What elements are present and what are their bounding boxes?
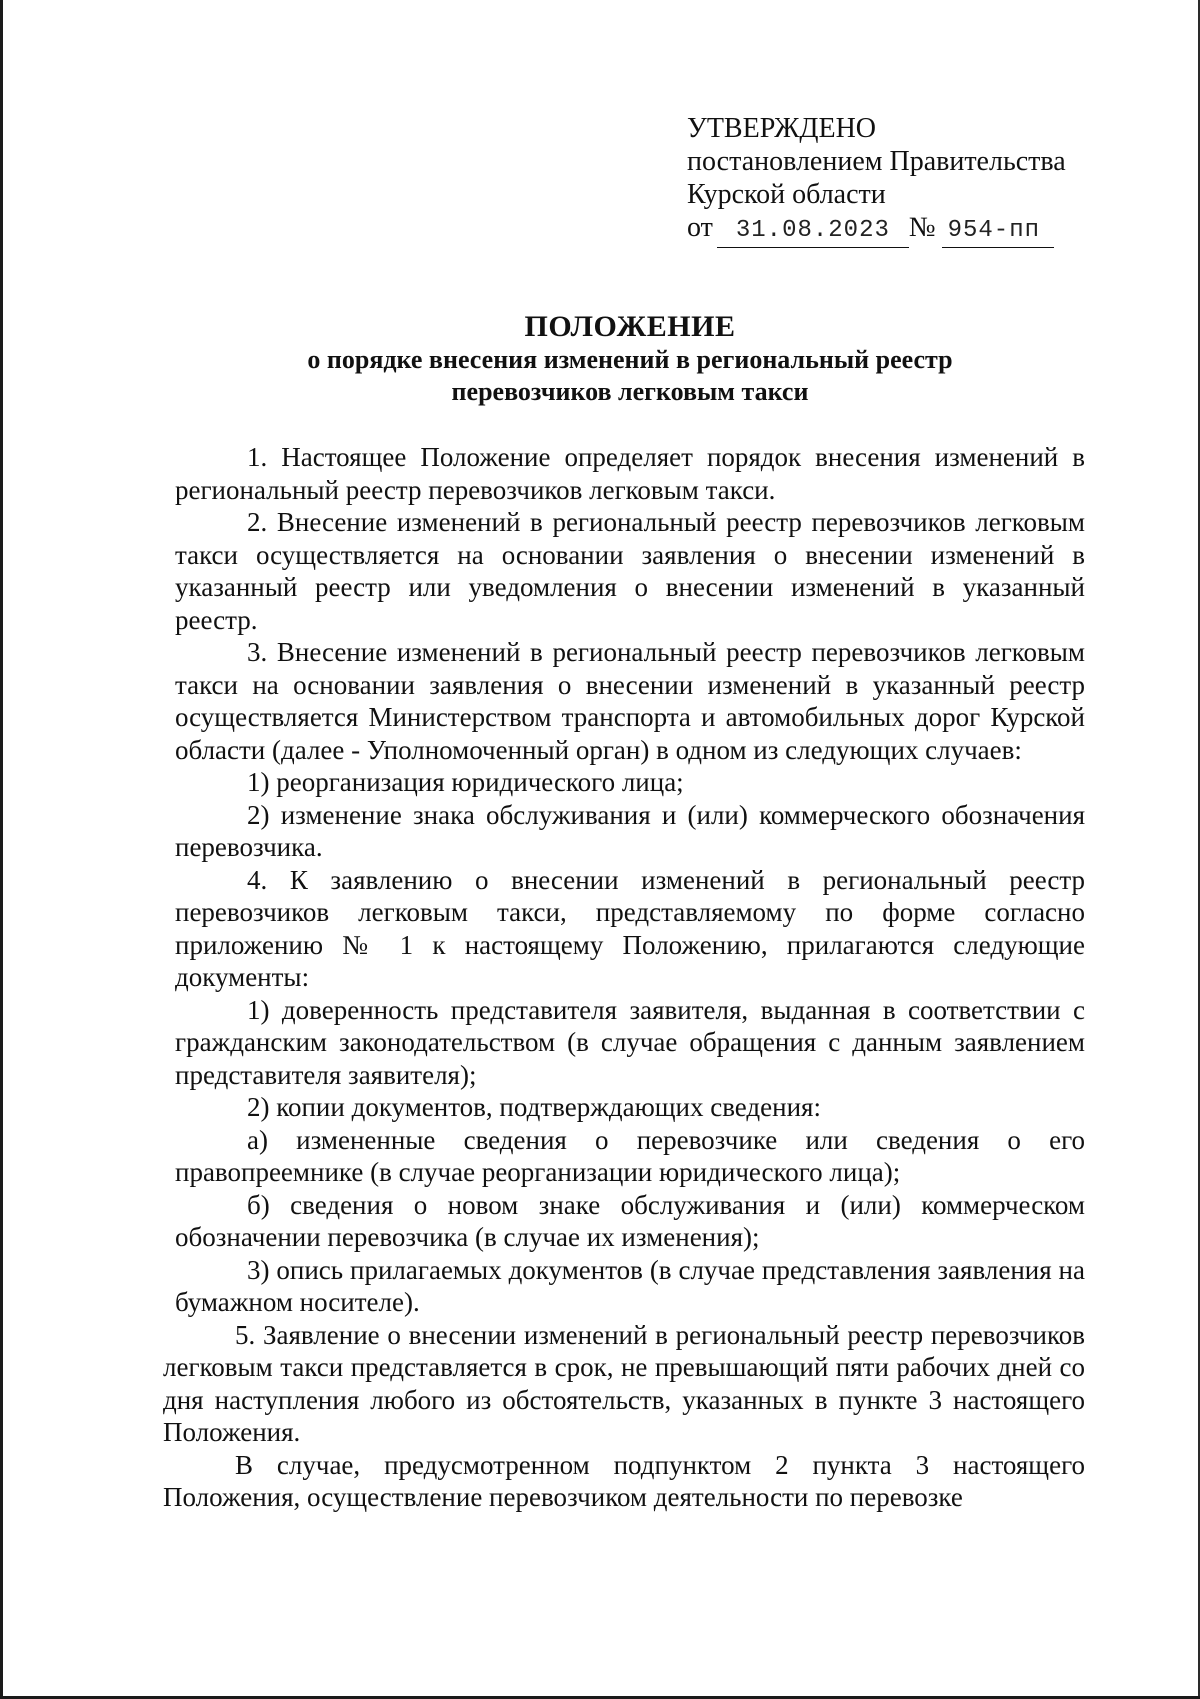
paragraph-4-item-2: 2) копии документов, подтверждающих сведения: [247,1092,821,1122]
scan-edge-left [0,0,3,1699]
paragraph-1: 1. Настоящее Положение определяет порядок внесения изменений в региональный реестр перевозчиков легковым такси. [175,442,1085,505]
paragraph-4-item-2b: б) сведения о новом знаке обслуживания и (или) коммерческом обозначении перевозчика (в случае их изменения); [175,1189,1085,1252]
approval-authority: постановлением Правительства [687,146,1066,177]
approval-date: 31.08.2023 [717,214,909,248]
approval-date-number-line [687,211,1107,248]
paragraph-3: 3. Внесение изменений в региональный реестр перевозчиков легковым такси на основании заявления о внесении изменений в указанный реестр осуществляется Министерством транспорта и автомобильных дорог Курской области (далее - Уполномоченный орган) в одном из следующих случаев: [175,637,1085,765]
date-prefix: от [687,212,713,243]
paragraph-3-item-1: 1) реорганизация юридического лица; [247,767,684,797]
document-title: ПОЛОЖЕНИЕ [524,310,736,343]
paragraph-4-item-1: 1) доверенность представителя заявителя, выданная в соответствии с гражданским законодательством (в случае обращения с данным заявлением представителя заявителя); [175,994,1085,1090]
document-title-block [175,310,1085,408]
approval-region: Курской области [687,179,886,210]
document-subtitle: о порядке внесения изменений в региональный реестр перевозчиков легковым такси [307,345,953,406]
approval-stamp-block [687,112,1107,248]
paragraph-4-item-2a: а) измененные сведения о перевозчике или сведения о его правопреемнике (в случае реорганизации юридического лица); [175,1124,1085,1187]
paragraph-4-item-3: 3) опись прилагаемых документов (в случае представления заявления на бумажном носителе). [175,1254,1085,1317]
paragraph-5-continued: В случае, предусмотренном подпунктом 2 пункта 3 настоящего Положения, осуществление перевозчиком деятельности по перевозке [163,1449,1085,1512]
approval-heading: УТВЕРЖДЕНО [687,113,877,144]
paragraph-2: 2. Внесение изменений в региональный реестр перевозчиков легковым такси осуществляется на основании заявления о внесении изменений в указанный реестр или уведомления о внесении изменений в указанный реестр. [175,507,1085,635]
paragraph-4: 4. К заявлению о внесении изменений в региональный реестр перевозчиков легковым такси, представляемому по форме согласно приложению № 1 к настоящему Положению, прилагаются следующие документы: [175,864,1085,992]
document-body [163,441,1085,1514]
paragraph-3-item-2: 2) изменение знака обслуживания и (или) коммерческого обозначения перевозчика. [175,799,1085,862]
approval-number: 954-пп [942,214,1054,248]
paragraph-5: 5. Заявление о внесении изменений в региональный реестр перевозчиков легковым такси представляется в срок, не превышающий пяти рабочих дней со дня наступления любого из обстоятельств, указанных в пункте 3 настоящего Положения. [163,1319,1085,1447]
number-sign: № [908,212,936,243]
